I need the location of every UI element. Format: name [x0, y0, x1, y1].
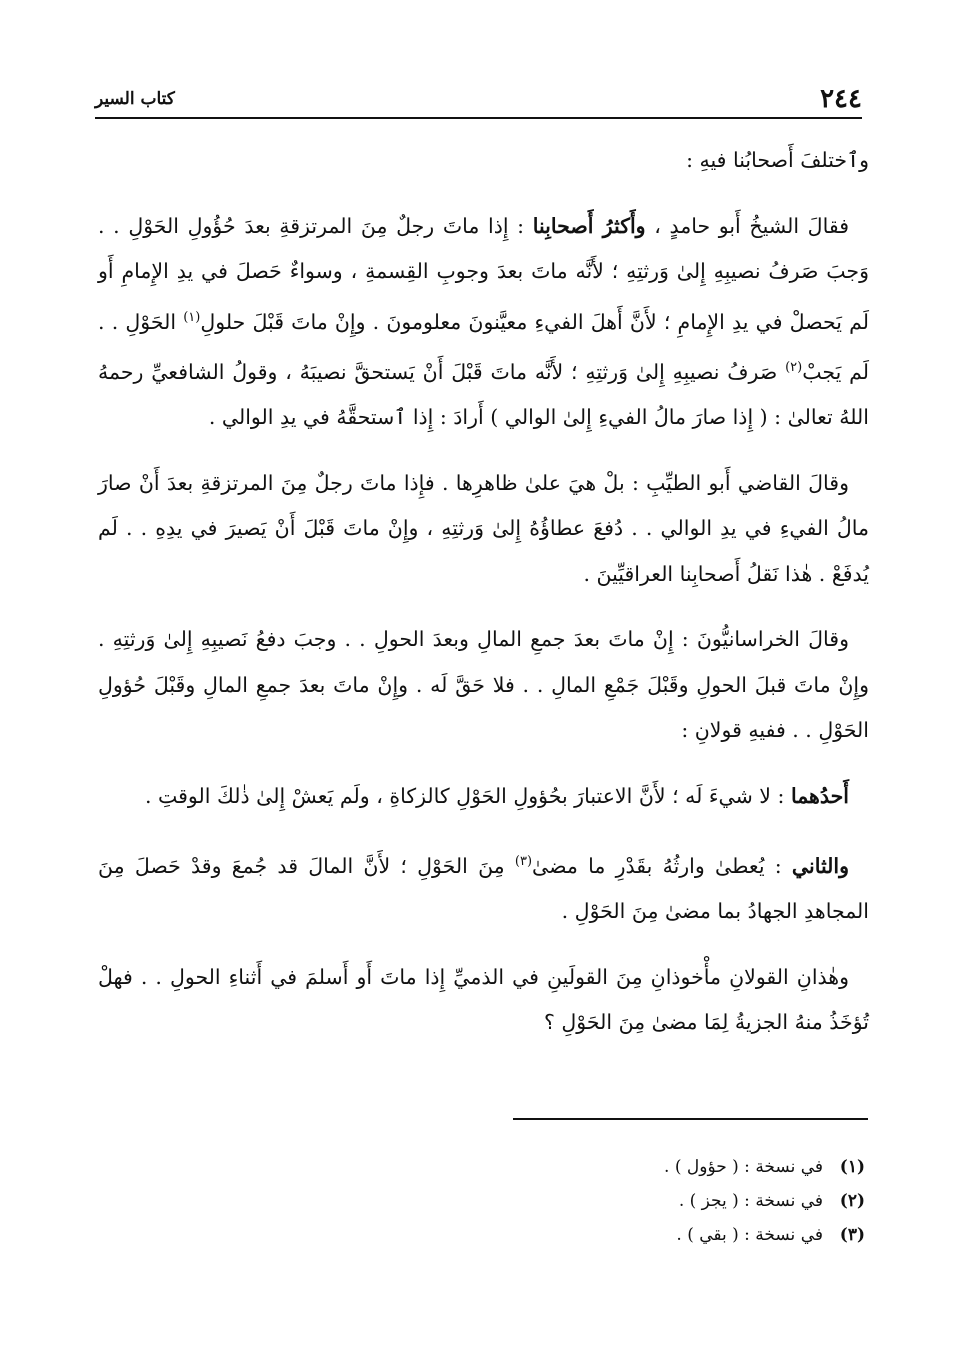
page-number: ٢٤٤ — [820, 84, 862, 114]
paragraph — [98, 774, 869, 820]
footnote — [465, 1218, 865, 1252]
running-head — [95, 84, 862, 114]
paragraph — [98, 839, 869, 935]
bold-text: أَحدُهما — [790, 783, 849, 808]
main-text — [98, 138, 869, 1066]
footnote-divider — [513, 1118, 868, 1120]
paragraph — [98, 204, 869, 441]
footnote-number: (٣) — [839, 1225, 865, 1245]
text-run: وٱختلفَ أَصحابُنا فيهِ : — [686, 148, 869, 172]
text-run: مِنَ الحَوْلِ ؛ لأَنَّ المالَ قد جُمعَ وقدْ حَصلَ مِنَ المجاهدِ الجهادُ بما مضىٰ مِنَ الحَوْلِ . — [98, 853, 869, 924]
text-run: الحَوْلِ . . لَم يَجبْ — [98, 309, 869, 384]
paragraph — [98, 138, 869, 184]
text-run: : لا شيءَ لَه ؛ لأَنَّ الاعتبارَ بحُؤولِ الحَوْلِ كالزكاةِ ، ولَم يَعشْ إِلىٰ ذٰلكَ الوقتِ . — [144, 783, 791, 808]
footnote — [465, 1150, 865, 1184]
footnote-number: (٢) — [839, 1191, 865, 1211]
text-run: فقالَ الشيخُ أَبو حامدٍ ، — [645, 213, 849, 238]
bold-text: وأَكثرُ أَصحابِنا — [532, 213, 646, 238]
footnote-marker: (٣) — [514, 854, 533, 870]
text-run: وهٰذانِ القولانِ مأْخوذانِ مِنَ القولَينِ في الذميِّ إِذا ماتَ أَو أَسلمَ في أَثناءِ الحولِ . . فهلْ تُؤخَذُ منهُ الجزيةُ لِمَا مضىٰ مِنَ الحَوْلِ ؟ — [98, 964, 869, 1035]
paragraph — [98, 955, 869, 1046]
bold-text: والثاني — [791, 853, 849, 878]
text-run: صَرفُ نصيبِهِ إِلىٰ وَرثتِهِ ؛ لأَنَّه ماتَ قَبْلَ أَنْ يَستحقَّ نصيبَهُ ، وقولُ الشافعيِّ رحمهُ اللهُ تعالىٰ : ( إِذا صارَ مالُ الفيءِ إِلىٰ الوالي ) أَرادَ : إِذا ٱستحقَّهُ في يدِ الوالي . — [98, 359, 869, 430]
footnote-marker: (٢) — [785, 359, 803, 375]
footnote-marker: (١) — [183, 309, 201, 325]
header-divider — [95, 117, 862, 119]
footnote — [465, 1184, 865, 1218]
text-run: وقالَ القاضي أَبو الطيِّبِ : بلْ هيَ علىٰ ظاهرِها . فإِذا ماتَ رجلٌ مِنَ المرتزقةِ بعدَ أَنْ صارَ مالُ الفيءِ في يدِ الوالي . . دُفعَ عطاؤُهُ إِلىٰ وَرثتِهِ ، وإِنْ ماتَ قَبْلَ أَنْ يَصيرَ في يدِهِ . . لَم يُدفَعْ . هٰذا نَقلُ أَصحابِنا العراقيِّينَ . — [98, 470, 869, 586]
footnote-text: في نسخة : ( يجز ) . — [678, 1191, 823, 1211]
footnote-number: (١) — [839, 1157, 865, 1177]
paragraph — [98, 461, 869, 598]
text-run: : يُعطىٰ وارثُهُ بقَدْرِ ما مضىٰ — [532, 853, 792, 878]
footnote-text: في نسخة : ( حؤول ) . — [664, 1157, 823, 1177]
book-title: كتاب السير — [95, 89, 175, 109]
footnote-text: في نسخة : ( بقي ) . — [676, 1225, 823, 1245]
text-run: : إِذا ماتَ رجلٌ مِنَ المرتزقةِ بعدَ حُؤُولِ الحَوْلِ . . وَجبَ صَرفُ نصيبِهِ إِلىٰ وَرثتِهِ ؛ لأَنَّه ماتَ بعدَ وجوبِ القِسمةِ ، وسواءٌ حَصلَ في يدِ الإِمامِ أَو لَم يَحصلْ في يدِ الإِمامِ ؛ لأَنَّ أَهلَ الفيءِ معيَّنونَ معلومونَ . وإِنْ ماتَ قَبْلَ حلولِ — [98, 213, 869, 334]
text-run: وقالَ الخراسانيُّونَ : إِنْ ماتَ بعدَ جمعِ المالِ وبعدَ الحولِ . . وجبَ دفعُ نَصيبِهِ إِلىٰ وَرثتِهِ . وإِنْ ماتَ قبلَ الحولِ وقَبْلَ جَمْعِ المالِ . . فلا حَقَّ لَه . وإِنْ ماتَ بعدَ جمعِ المالِ وقَبْلَ حُؤولِ الحَوْلِ . . ففيهِ قولانِ : — [98, 627, 869, 743]
footnotes — [465, 1150, 865, 1252]
paragraph — [98, 617, 869, 754]
